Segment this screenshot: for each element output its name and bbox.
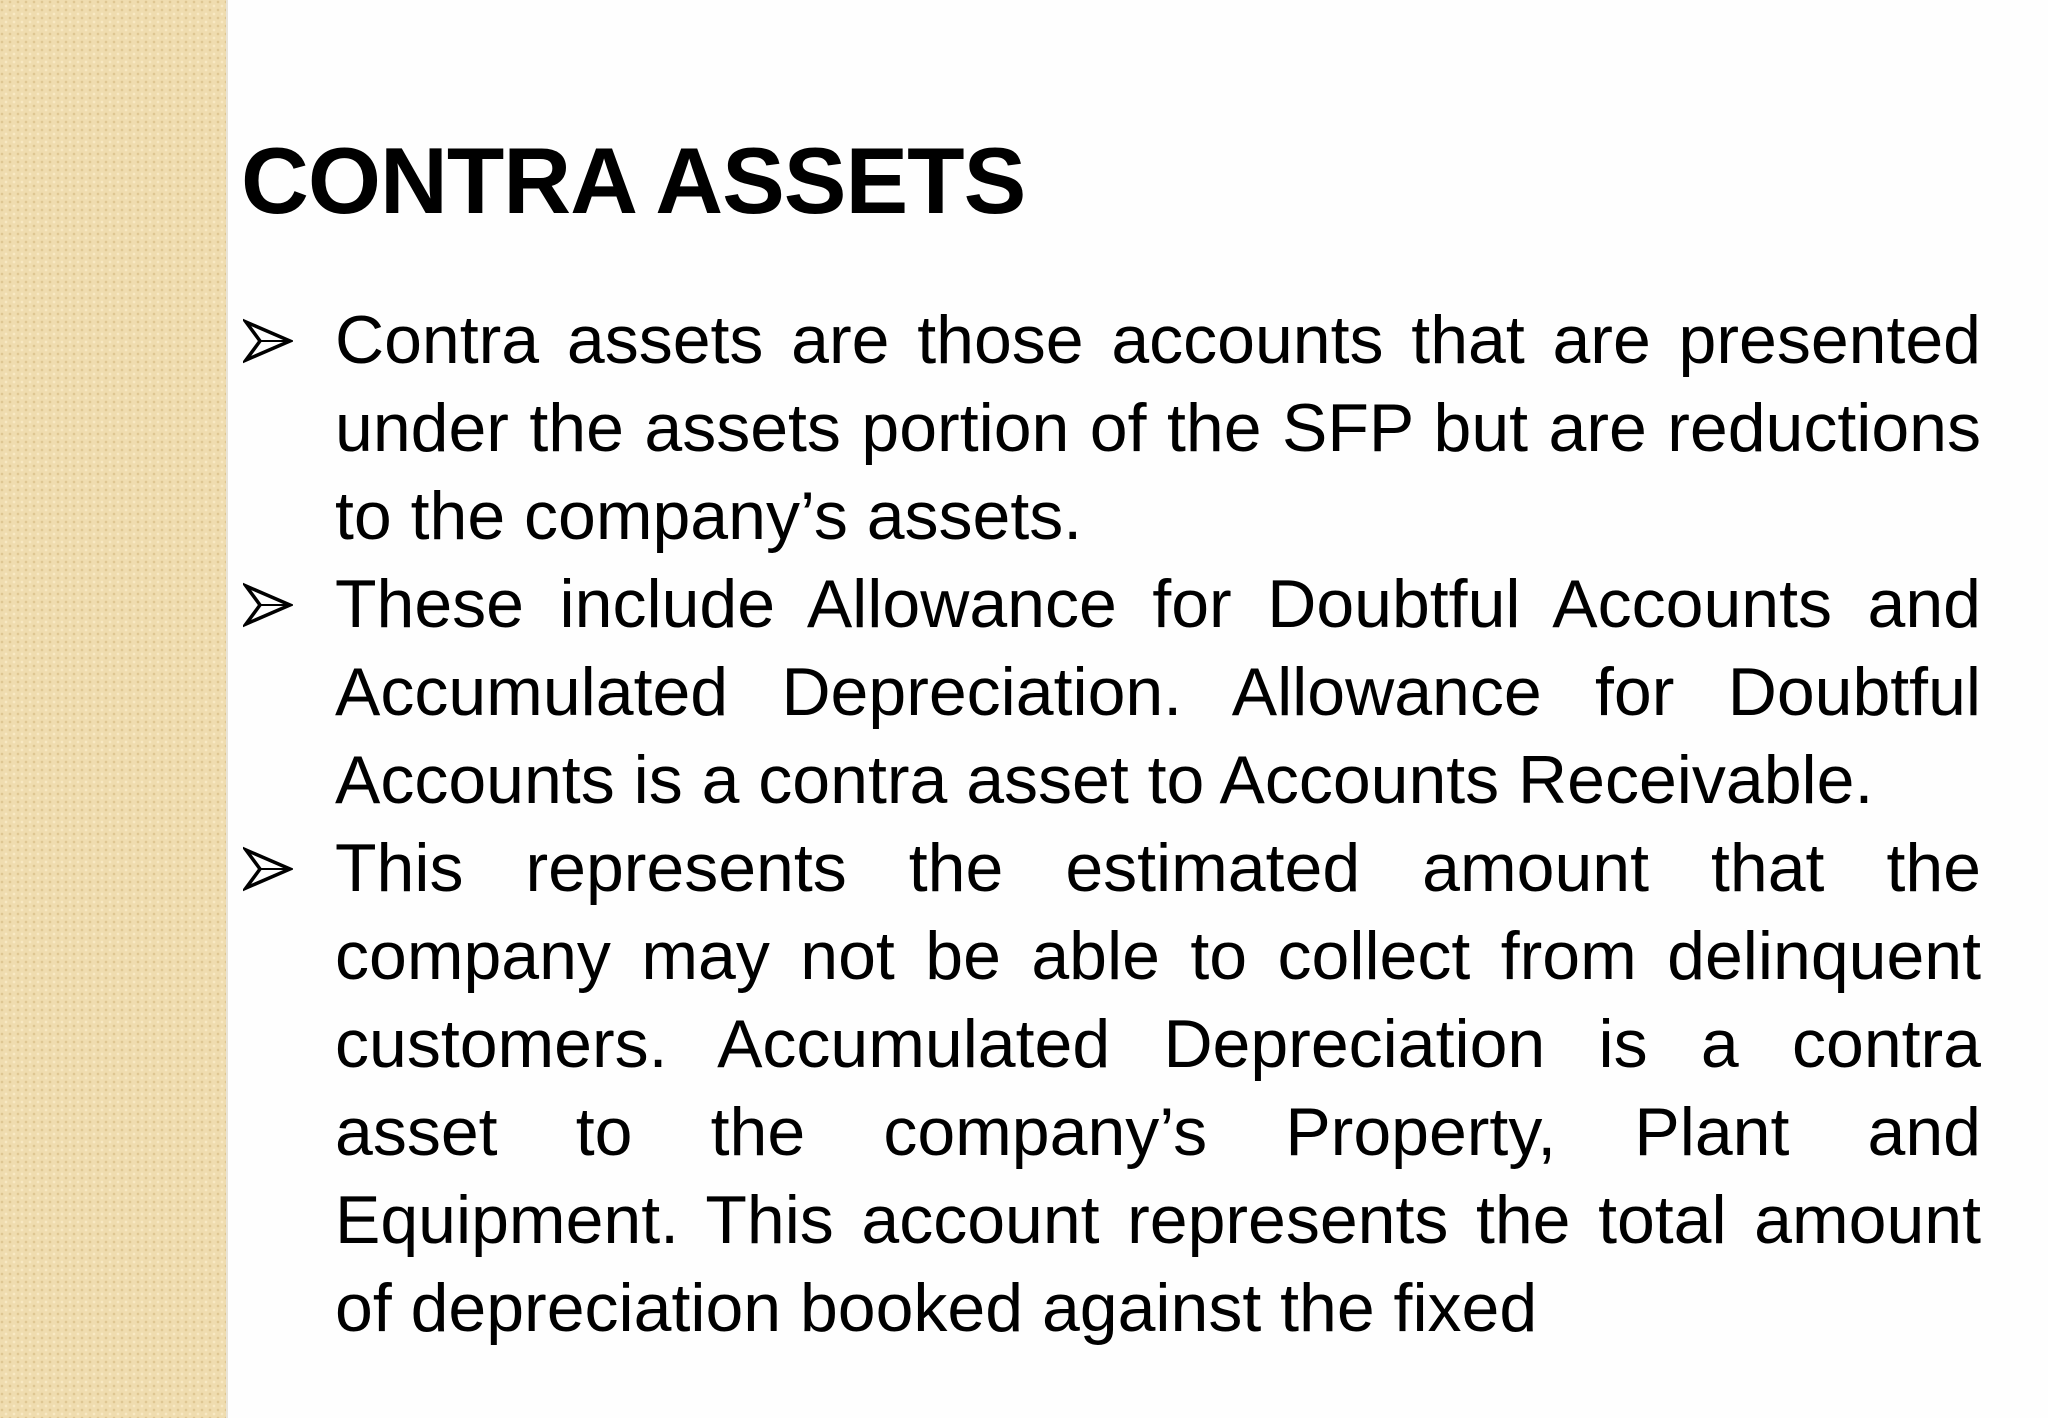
bullet-item [241,296,1981,560]
bullet-text: This represents the estimated amount that the company may not be able to collect from delinquent customers. Accumulated Depreciation is a contra asset to the company’s Property, Plant and Equipment. This account represents the total amount of depreciation booked against the fixed [335,830,1981,1346]
bullet-item [241,560,1981,824]
arrowhead-bullet-icon [243,582,293,628]
bullet-item [241,824,1981,1352]
decorative-side-panel [0,0,226,1418]
bullet-text: These include Allowance for Doubtful Accounts and Accumulated Depreciation. Allowance for Doubtful Accounts is a contra asset to Accounts Receivable. [335,566,1981,818]
slide-title: CONTRA ASSETS [241,128,1026,233]
bullet-text: Contra assets are those accounts that are presented under the assets portion of the SFP but are reductions to the company’s assets. [335,302,1981,554]
arrowhead-bullet-icon [243,318,293,364]
bullet-list [241,296,1981,1352]
side-panel-divider [226,0,228,1418]
arrowhead-bullet-icon [243,846,293,892]
